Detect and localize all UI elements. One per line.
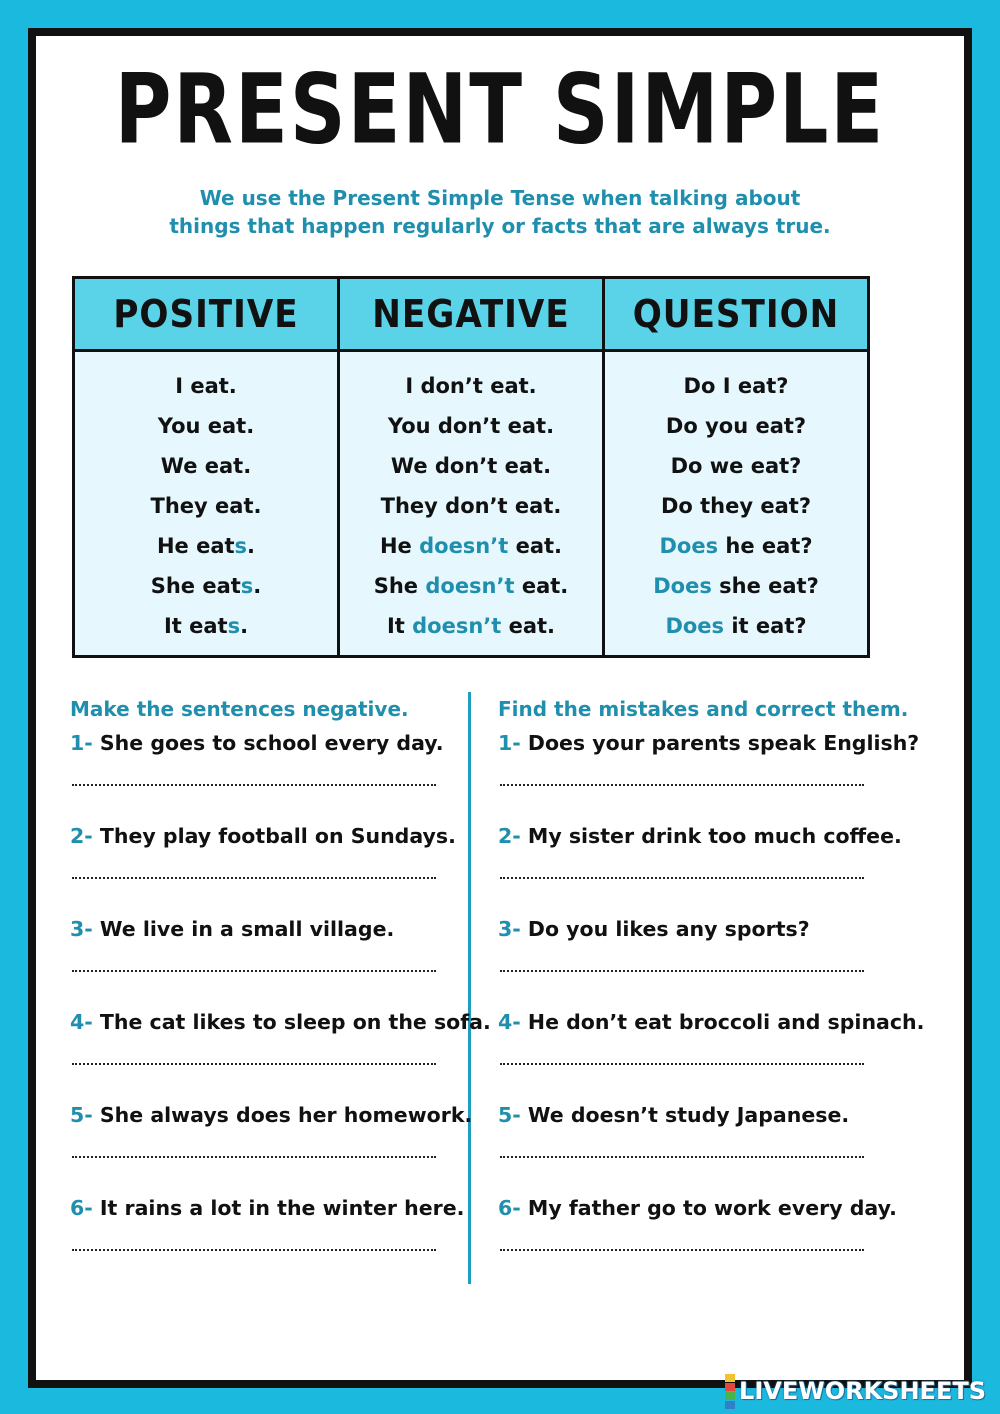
item-number: 2- — [70, 824, 93, 848]
item-number: 5- — [498, 1103, 521, 1127]
exercise-item — [498, 819, 902, 912]
answer-line[interactable] — [500, 784, 864, 786]
example-sentence — [606, 366, 866, 406]
sentence-part: eat. — [514, 574, 569, 598]
item-text: Do you likes any sports? — [527, 917, 810, 941]
exercise-sentence — [498, 914, 810, 944]
sentence-part: I don’t eat. — [405, 374, 537, 398]
highlight-word: s — [234, 534, 248, 558]
example-sentence — [76, 606, 336, 646]
answer-line[interactable] — [72, 1063, 436, 1065]
sentence-part: We don’t eat. — [390, 454, 552, 478]
answer-line[interactable] — [72, 1156, 436, 1158]
highlight-word: doesn’t — [412, 614, 502, 638]
sentence-part: eat. — [508, 534, 563, 558]
exercise-item — [70, 1098, 473, 1191]
exercise-item — [498, 1098, 878, 1191]
highlight-word: doesn’t — [425, 574, 515, 598]
exercise-sentence — [70, 1100, 472, 1130]
answer-line[interactable] — [72, 877, 436, 879]
exercise-instruction: Find the mistakes and correct them. — [498, 697, 909, 721]
positive-column — [74, 351, 339, 657]
highlight-word: s — [227, 614, 241, 638]
item-number: 2- — [498, 824, 521, 848]
exercise-item — [498, 912, 878, 1005]
exercise-sentence — [498, 821, 902, 851]
sentence-part: . — [253, 574, 262, 598]
item-number: 3- — [498, 917, 521, 941]
item-text: They play football on Sundays. — [99, 824, 456, 848]
logo-square-icon — [725, 1401, 735, 1409]
sentence-part: he eat? — [718, 534, 813, 558]
example-sentence — [606, 566, 866, 606]
item-text: Does your parents speak English? — [527, 731, 920, 755]
logo-mark-icon — [725, 1374, 735, 1409]
exercise-item — [70, 726, 450, 819]
example-sentence — [76, 566, 336, 606]
sentence-part: He — [379, 534, 420, 558]
exercise-item — [70, 1005, 491, 1098]
page-title: PRESENT SIMPLE — [114, 54, 886, 166]
item-text: My father go to work every day. — [527, 1196, 897, 1220]
item-text: The cat likes to sleep on the sofa. — [99, 1010, 491, 1034]
exercise-sentence — [70, 1007, 491, 1037]
example-sentence — [606, 526, 866, 566]
item-text: She always does her homework. — [99, 1103, 473, 1127]
item-number: 6- — [70, 1196, 93, 1220]
answer-line[interactable] — [72, 1249, 436, 1251]
liveworksheets-logo[interactable] — [725, 1376, 986, 1406]
example-sentence — [341, 606, 601, 646]
item-number: 4- — [70, 1010, 93, 1034]
sentence-part: He eat — [156, 534, 235, 558]
example-sentence — [76, 366, 336, 406]
item-text: He don’t eat broccoli and spinach. — [527, 1010, 925, 1034]
highlight-word: s — [240, 574, 254, 598]
example-sentence — [606, 406, 866, 446]
sentence-part: We eat. — [160, 454, 252, 478]
sentence-part: They eat. — [150, 494, 262, 518]
item-text: My sister drink too much coffee. — [527, 824, 902, 848]
logo-square-icon — [725, 1374, 735, 1382]
sentence-part: You don’t eat. — [387, 414, 555, 438]
answer-line[interactable] — [500, 970, 864, 972]
sentence-part: Do they eat? — [660, 494, 812, 518]
item-number: 1- — [70, 731, 93, 755]
item-text: She goes to school every day. — [99, 731, 444, 755]
exercise-item — [70, 1191, 465, 1284]
sentence-part: You eat. — [157, 414, 255, 438]
example-sentence — [606, 486, 866, 526]
example-sentence — [76, 446, 336, 486]
exercise-item — [498, 1191, 897, 1284]
item-text: We doesn’t study Japanese. — [527, 1103, 850, 1127]
intro-line-1: We use the Present Simple Tense when talking about — [199, 186, 801, 210]
sentence-part: Do you eat? — [665, 414, 807, 438]
example-sentence — [341, 526, 601, 566]
item-number: 1- — [498, 731, 521, 755]
exercise-item — [70, 819, 456, 912]
exercise-sentence — [498, 1193, 897, 1223]
example-sentence — [341, 366, 601, 406]
answer-line[interactable] — [500, 1063, 864, 1065]
exercise-item — [70, 912, 450, 1005]
exercise-sentence — [70, 728, 444, 758]
answer-line[interactable] — [500, 1156, 864, 1158]
highlight-word: doesn’t — [419, 534, 509, 558]
item-number: 3- — [70, 917, 93, 941]
highlight-word: Does — [665, 614, 725, 638]
example-sentence — [341, 446, 601, 486]
sentence-part: Do we eat? — [670, 454, 802, 478]
intro-text — [0, 184, 1000, 240]
column-divider — [468, 692, 471, 1284]
example-sentence — [76, 406, 336, 446]
sentence-part: She eat — [150, 574, 241, 598]
sentence-part: It — [386, 614, 413, 638]
sentence-part: She — [373, 574, 426, 598]
mistakes-exercise — [498, 692, 925, 1284]
logo-text: LIVEWORKSHEETS — [739, 1377, 986, 1405]
grammar-table — [72, 276, 870, 658]
exercise-sentence — [498, 728, 919, 758]
sentence-part: she eat? — [711, 574, 819, 598]
sentence-part: Do I eat? — [683, 374, 789, 398]
sentence-part: It eat — [163, 614, 228, 638]
example-sentence — [76, 526, 336, 566]
exercise-sentence — [498, 1100, 849, 1130]
sentence-part: it eat? — [724, 614, 807, 638]
example-sentence — [606, 446, 866, 486]
item-number: 4- — [498, 1010, 521, 1034]
sentence-part: . — [247, 534, 256, 558]
example-sentence — [606, 606, 866, 646]
highlight-word: Does — [659, 534, 719, 558]
exercise-item — [498, 1005, 925, 1098]
logo-square-icon — [725, 1392, 735, 1400]
question-column — [604, 351, 869, 657]
example-sentence — [341, 566, 601, 606]
item-text: We live in a small village. — [99, 917, 395, 941]
example-sentence — [341, 406, 601, 446]
exercise-sentence — [70, 821, 456, 851]
exercise-sentence — [498, 1007, 924, 1037]
exercise-instruction: Make the sentences negative. — [70, 697, 409, 721]
example-sentence — [76, 486, 336, 526]
exercise-sentence — [70, 914, 394, 944]
answer-line[interactable] — [500, 1249, 864, 1251]
answer-line[interactable] — [72, 784, 436, 786]
sentence-part: They don’t eat. — [380, 494, 562, 518]
header-negative: NEGATIVE — [339, 278, 604, 351]
item-text: It rains a lot in the winter here. — [99, 1196, 465, 1220]
sentence-part: eat. — [501, 614, 556, 638]
example-sentence — [341, 486, 601, 526]
highlight-word: Does — [653, 574, 712, 598]
item-number: 5- — [70, 1103, 93, 1127]
negative-column — [339, 351, 604, 657]
negative-exercise — [70, 692, 491, 1284]
item-number: 6- — [498, 1196, 521, 1220]
exercise-sentence — [70, 1193, 464, 1223]
answer-line[interactable] — [500, 877, 864, 879]
intro-line-2: things that happen regularly or facts that are always true. — [169, 214, 831, 238]
header-question: QUESTION — [604, 278, 869, 351]
exercise-item — [498, 726, 920, 819]
sentence-part: . — [240, 614, 249, 638]
logo-square-icon — [725, 1383, 735, 1391]
header-positive: POSITIVE — [74, 278, 339, 351]
answer-line[interactable] — [72, 970, 436, 972]
sentence-part: I eat. — [175, 374, 237, 398]
